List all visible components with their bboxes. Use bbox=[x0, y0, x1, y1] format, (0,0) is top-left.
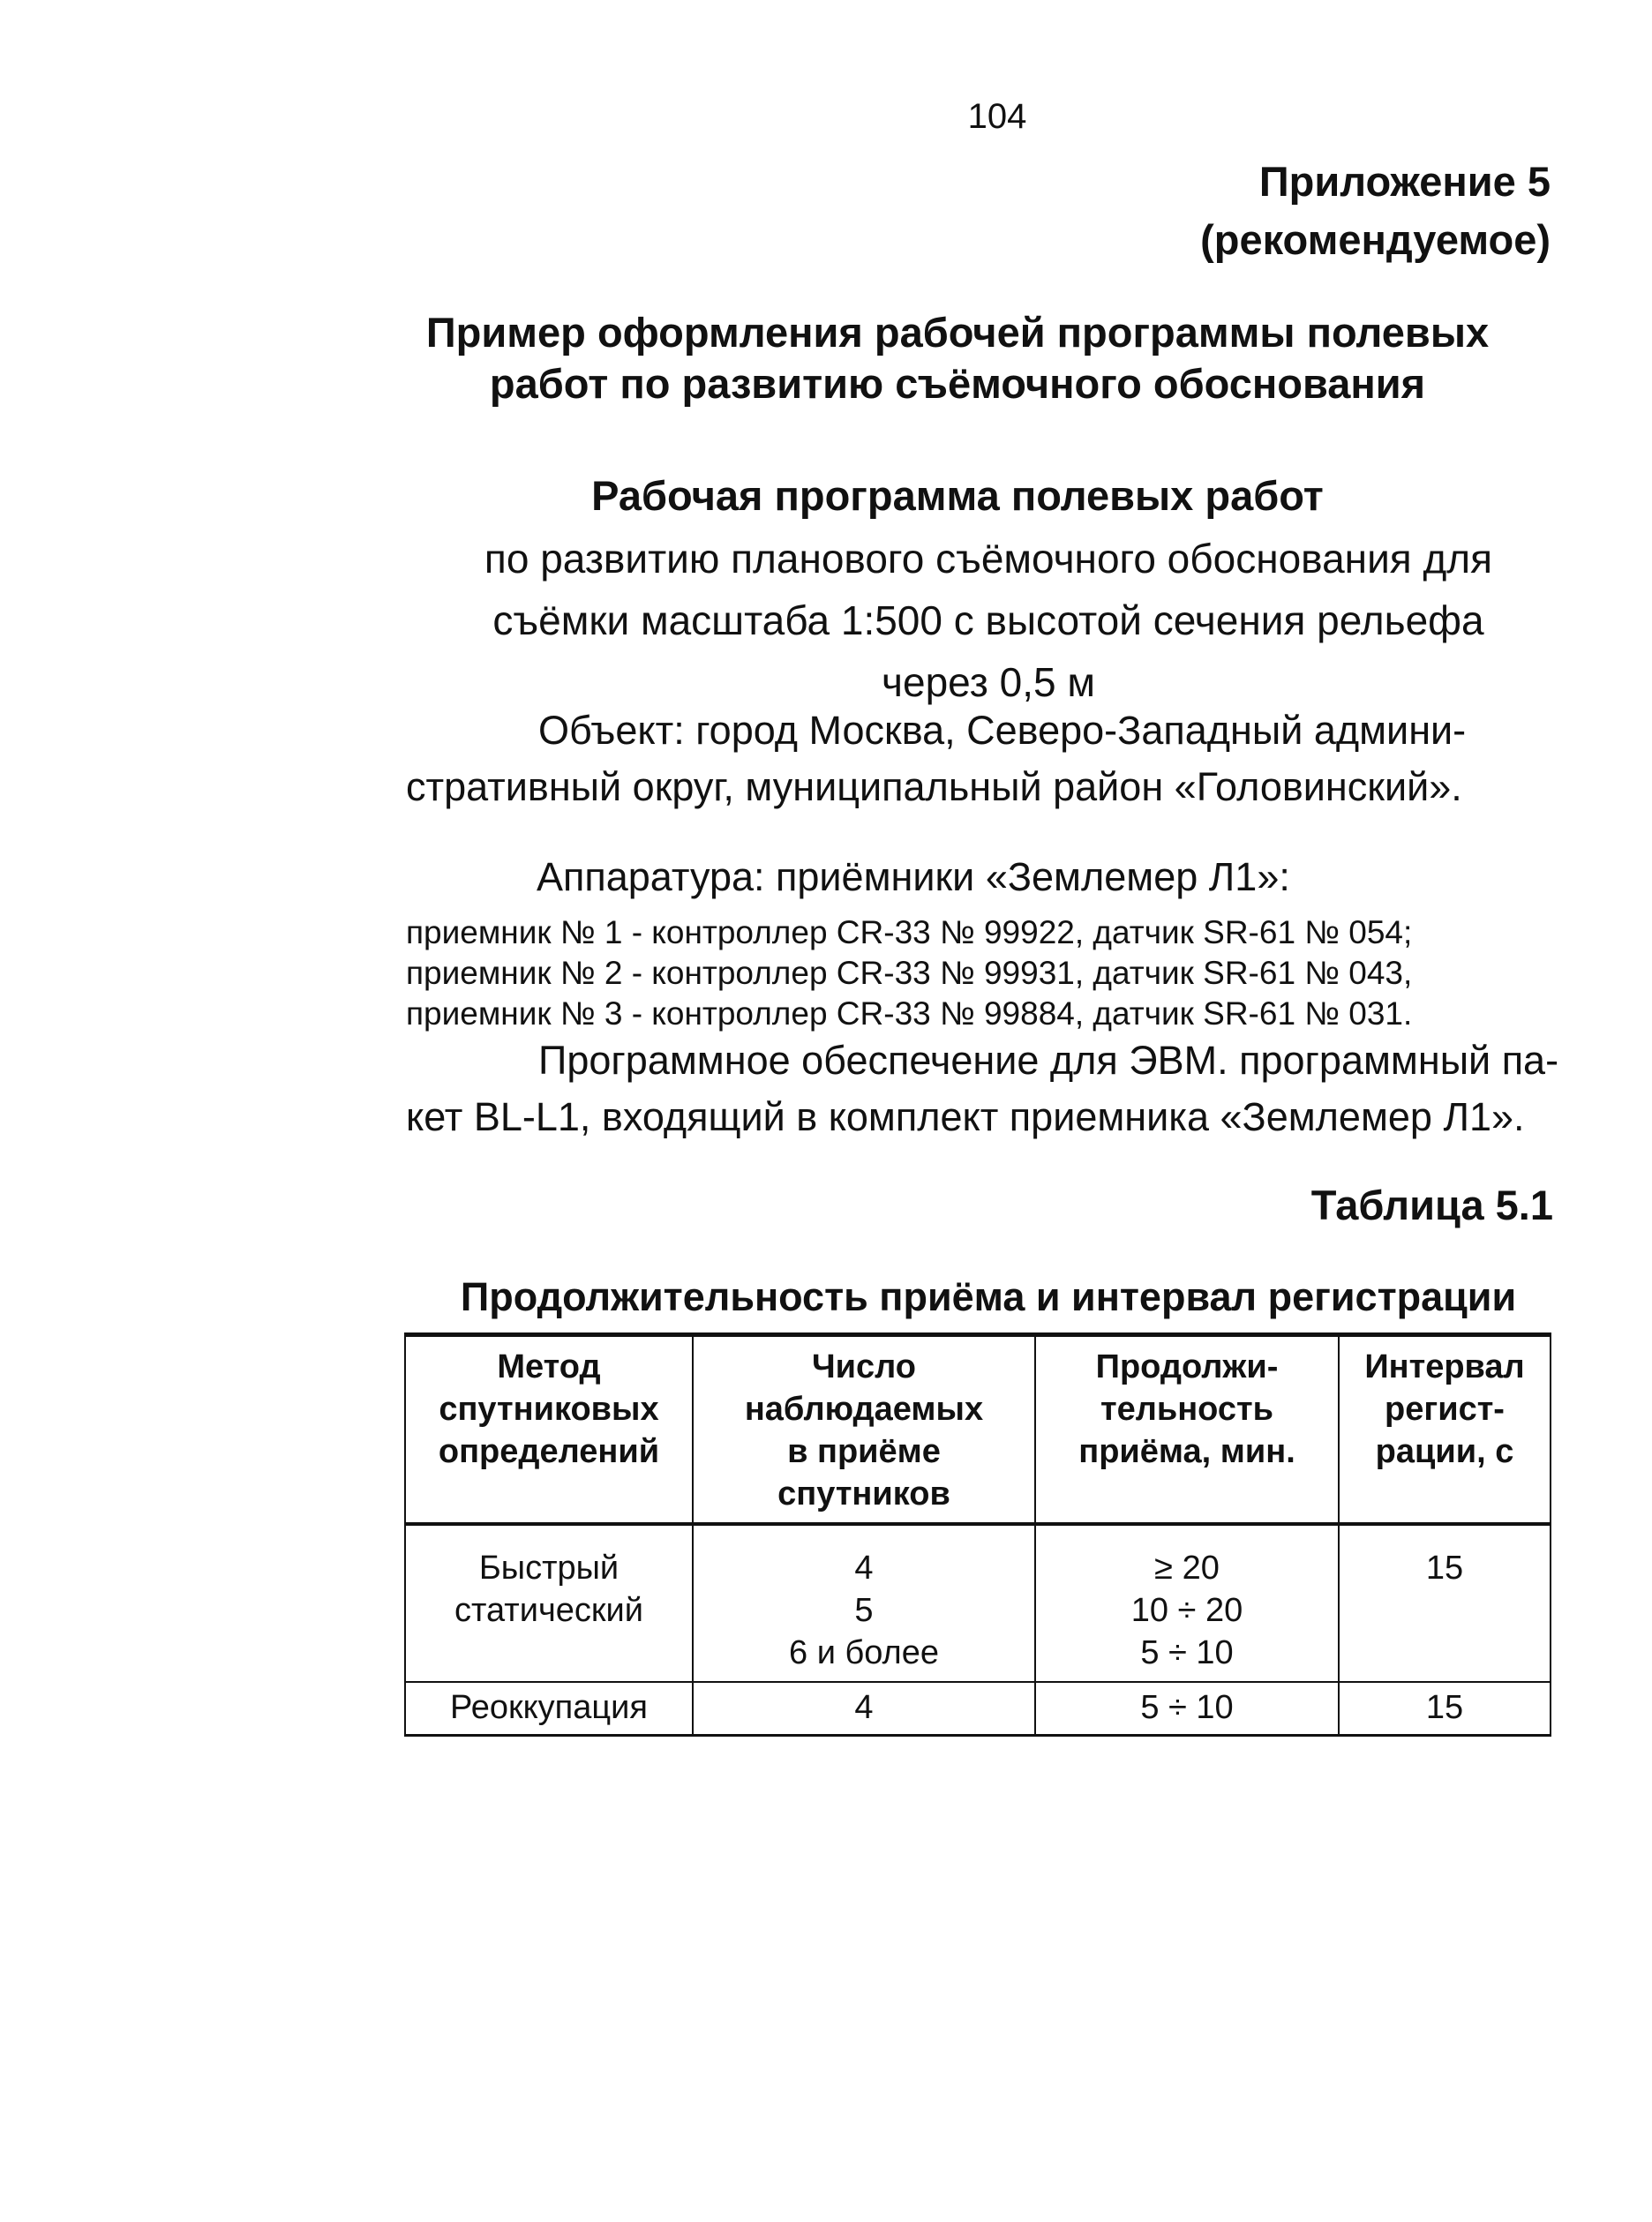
cell-line: Реоккупация bbox=[450, 1689, 648, 1726]
cell-line: 6 и более bbox=[789, 1634, 939, 1671]
document-heading-line: Пример оформления рабочей программы полевых bbox=[425, 309, 1490, 356]
header-line: приёма, мин. bbox=[1078, 1433, 1295, 1470]
table-title: Продолжительность приёма и интервал регистрации bbox=[460, 1274, 1517, 1319]
header-line: спутников bbox=[777, 1475, 950, 1513]
cell-line: 10 ÷ 20 bbox=[1130, 1592, 1243, 1629]
cell-line: 15 bbox=[1425, 1550, 1464, 1587]
table-caption: Таблица 5.1 bbox=[1310, 1182, 1553, 1228]
receiver-item: приемник № 1 - контроллер CR-33 № 99922, датчик SR-61 № 054; bbox=[406, 914, 1413, 950]
cell-line: 5 ÷ 10 bbox=[1140, 1634, 1234, 1671]
header-line: Продолжи- bbox=[1095, 1348, 1279, 1385]
cell-duration bbox=[1035, 1682, 1339, 1736]
object-paragraph bbox=[406, 702, 1566, 815]
table-row bbox=[405, 1524, 1551, 1682]
equipment-heading: Аппаратура: приёмники «Землемер Л1»: bbox=[537, 854, 1290, 899]
table-row bbox=[405, 1682, 1551, 1736]
header-line: тельность bbox=[1100, 1391, 1273, 1428]
header-interval bbox=[1339, 1335, 1551, 1525]
header-duration bbox=[1035, 1335, 1339, 1525]
table-header-row bbox=[405, 1335, 1551, 1525]
header-line: определений bbox=[438, 1433, 660, 1470]
page-number: 104 bbox=[967, 97, 1027, 136]
cell-line: 15 bbox=[1425, 1689, 1464, 1726]
cell-satellites bbox=[693, 1682, 1035, 1736]
header-line: Метод bbox=[497, 1348, 601, 1385]
appendix-title: Приложение 5 bbox=[1258, 158, 1551, 205]
header-method bbox=[405, 1335, 693, 1525]
object-line: Объект: город Москва, Северо-Западный админи- bbox=[538, 708, 1467, 753]
header-line: наблюдаемых bbox=[744, 1391, 984, 1428]
appendix-subtitle: (рекомендуемое) bbox=[1200, 216, 1551, 263]
document-heading-line: работ по развитию съёмочного обоснования bbox=[489, 360, 1426, 407]
cell-line: 5 ÷ 10 bbox=[1140, 1689, 1234, 1726]
cell-line: Быстрый bbox=[478, 1550, 620, 1587]
software-line: Программное обеспечение для ЭВМ. программный па- bbox=[538, 1038, 1559, 1083]
cell-interval bbox=[1339, 1524, 1551, 1682]
header-line: Число bbox=[811, 1348, 917, 1385]
cell-line: 4 bbox=[854, 1689, 874, 1726]
document-heading bbox=[353, 307, 1562, 409]
receiver-list bbox=[406, 912, 1412, 1034]
program-subtitle bbox=[406, 528, 1571, 713]
program-title: Рабочая программа полевых работ bbox=[591, 472, 1324, 519]
header-line: в приёме bbox=[787, 1433, 941, 1470]
cell-interval bbox=[1339, 1682, 1551, 1736]
object-line: стративный округ, муниципальный район «Головинский». bbox=[406, 764, 1462, 809]
cell-line: статический bbox=[454, 1592, 643, 1629]
cell-duration bbox=[1035, 1524, 1339, 1682]
receiver-item: приемник № 3 - контроллер CR-33 № 99884, датчик SR-61 № 031. bbox=[406, 995, 1413, 1032]
observation-table bbox=[404, 1332, 1551, 1737]
header-line: спутниковых bbox=[439, 1391, 659, 1428]
software-paragraph bbox=[406, 1032, 1566, 1145]
cell-satellites bbox=[693, 1524, 1035, 1682]
cell-method bbox=[405, 1524, 693, 1682]
cell-method bbox=[405, 1682, 693, 1736]
cell-line: 4 bbox=[854, 1550, 874, 1587]
cell-line: 5 bbox=[854, 1592, 874, 1629]
header-satellites bbox=[693, 1335, 1035, 1525]
program-subtitle-line: через 0,5 м bbox=[882, 659, 1095, 705]
header-line: регист- bbox=[1385, 1391, 1505, 1428]
program-subtitle-line: съёмки масштаба 1:500 с высотой сечения рельефа bbox=[492, 597, 1484, 643]
program-subtitle-line: по развитию планового съёмочного обоснования для bbox=[484, 536, 1493, 582]
software-line: кет BL-L1, входящий в комплект приемника «Землемер Л1». bbox=[406, 1094, 1525, 1139]
receiver-item: приемник № 2 - контроллер CR-33 № 99931, датчик SR-61 № 043, bbox=[406, 955, 1413, 991]
header-line: рации, с bbox=[1375, 1433, 1514, 1470]
cell-line: ≥ 20 bbox=[1154, 1550, 1220, 1587]
header-line: Интервал bbox=[1364, 1348, 1525, 1385]
